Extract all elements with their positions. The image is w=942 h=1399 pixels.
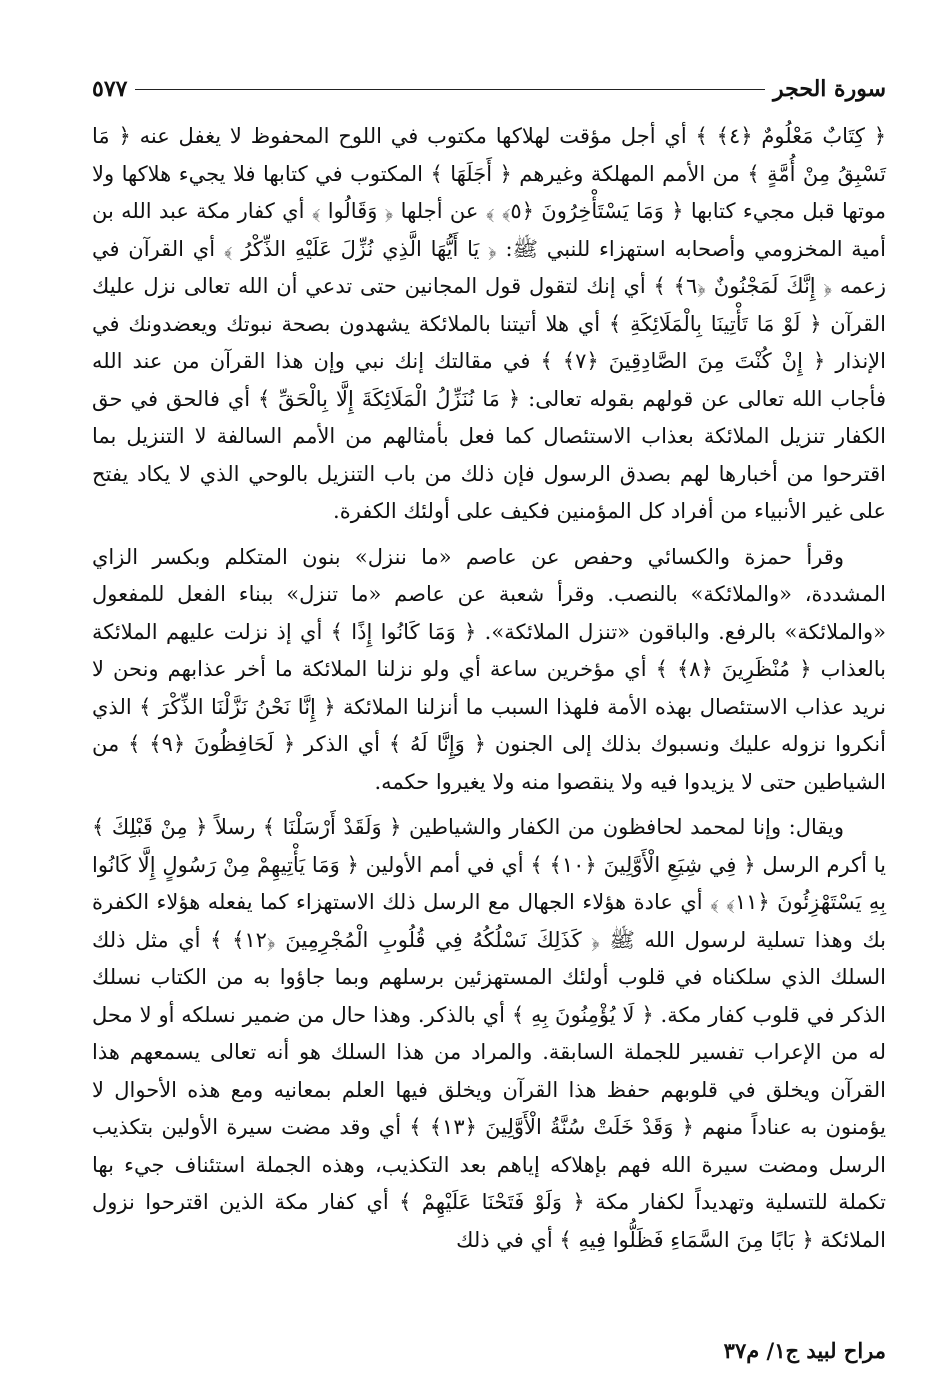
- paragraph-2: وقرأ حمزة والكسائي وحفص عن عاصم «ما ننزل» بنون المتكلم وبكسر الزاي المشددة، «والملائكة» بالنصب. وقرأ شعبة عن عاصم «ما تنزل» ببناء الفعل للمفعول «والملائكة» بالرفع. والباقون «تنزل الملائكة». ﴿ وَمَا كَانُوا إِذًا ﴾ أي إذ نزلت عليهم الملائكة بالعذاب ﴿ مُنْظَرِينَ ﴿٨﴾ ﴾ أي مؤخرين ساعة أي ولو نزلنا الملائكة ما أخر عذابهم ونحن لا نريد عذاب الاستئصال بهذه الأمة فلهذا السبب ما أنزلنا الملائكة ﴿ إِنَّا نَحْنُ نَزَّلْنَا الذِّكْرَ ﴾ الذي أنكروا نزوله عليك ونسبوك بذلك إلى الجنون ﴿ وَإِنَّا لَهُ ﴾ أي الذكر ﴿ لَحَافِظُونَ ﴿٩﴾ ﴾ من الشياطين حتى لا يزيدوا فيه ولا ينقصوا منه ولا يغيروا حكمه.: [92, 544, 887, 794]
- paragraph-3: ويقال: وإنا لمحمد لحافظون من الكفار والشياطين ﴿ وَلَقَدْ أَرْسَلْنَا ﴾ رسلاً ﴿ مِنْ قَبْلِكَ ﴾ يا أكرم الرسل ﴿ فِي شِيَعِ الْأَوَّلِينَ ﴿١٠﴾ ﴾ أي في أمم الأولين ﴿ وَمَا يَأْتِيهِمْ مِنْ رَسُولٍ إِلَّا كَانُوا بِهِ يَسْتَهْزِئُونَ ﴿١١﴾ ﴾ أي عادة هؤلاء الجهال مع الرسل ذلك الاستهزاء كما يفعله هؤلاء الكفرة بك وهذا تسلية لرسول الله ﷺ ﴿ كَذَلِكَ نَسْلُكُهُ فِي قُلُوبِ الْمُجْرِمِينَ ﴿١٢﴾ ﴾ أي مثل ذلك السلك الذي سلكناه في قلوب أولئك المستهزئين برسلهم وبما جاؤوا به من الكتاب نسلك الذكر في قلوب كفار مكة. ﴿ لَا يُؤْمِنُونَ بِهِ ﴾ أي بالذكر. وهذا حال من ضمير نسلكه أو لا محل له من الإعراب تفسير للجملة السابقة. والمراد من هذا السلك هو أنه تعالى يسمعهم هذا القرآن ويخلق في قلوبهم حفظ هذا القرآن ويخلق فيها العلم بمعانيه ومع هذه الأحوال لا يؤمنون به عناداً منهم ﴿ وَقَدْ خَلَتْ سُنَّةُ الْأَوَّلِينَ ﴿١٣﴾ ﴾ أي وقد مضت سيرة الأولين بتكذيب الرسل ومضت سيرة الله فهم بإهلاكه إياهم بعد التكذيب، وهذه الجملة استئناف جيء بها تكملة للتسلية وتهديداً لكفار مكة ﴿ وَلَوْ فَتَحْنَا عَلَيْهِمْ ﴾ أي كفار مكة الذين اقترحوا نزول الملائكة ﴿ بَابًا مِنَ السَّمَاءِ فَظَلُّوا فِيهِ ﴾ أي في ذلك: [92, 815, 887, 1252]
- page-footer-signature: مراح لبيد ج١/ م٣٧: [723, 1338, 886, 1363]
- page-body: [92, 118, 886, 1259]
- page-number: ٥٧٧: [92, 76, 128, 102]
- header-rule: [135, 89, 765, 90]
- paragraph-1: ﴿ كِتَابٌ مَعْلُومٌ ﴿٤﴾ ﴾ أي أجل مؤقت لهلاكها مكتوب في اللوح المحفوظ لا يغفل عنه ﴿ مَا تَسْبِقُ مِنْ أُمَّةٍ ﴾ من الأمم المهلكة وغيرهم ﴿ أَجَلَهَا ﴾ المكتوب في كتابها فلا يجيء هلاكها ولا موتها قبل مجيء كتابها ﴿ وَمَا يَسْتَأْخِرُونَ ﴿٥﴾ ﴾ عن أجلها ﴿ وَقَالُوا ﴾ أي كفار مكة عبد الله بن أمية المخزومي وأصحابه استهزاء للنبي ﷺ: ﴿ يَا أَيُّهَا الَّذِي نُزِّلَ عَلَيْهِ الذِّكْرُ ﴾ أي القرآن في زعمه ﴿ إِنَّكَ لَمَجْنُونٌ ﴿٦﴾ ﴾ أي إنك لتقول قول المجانين حتى تدعي أن الله تعالى نزل عليك القرآن ﴿ لَوْ مَا تَأْتِينَا بِالْمَلَائِكَةِ ﴾ أي هلا أتيتنا بالملائكة يشهدون بصحة نبوتك ويعضدونك في الإنذار ﴿ إِنْ كُنْتَ مِنَ الصَّادِقِينَ ﴿٧﴾ ﴾ في مقالتك إنك نبي وإن هذا القرآن من عند الله فأجاب الله تعالى عن قولهم بقوله تعالى: ﴿ مَا نُنَزِّلُ الْمَلَائِكَةَ إِلَّا بِالْحَقِّ ﴾ أي فالحق في حق الكفار تنزيل الملائكة بعذاب الاستئصال كما فعل بأمثالهم من الأمم السالفة لا التنزيل بما اقترحوا من أخبارها لهم بصدق الرسول فإن ذلك من باب التنزيل بالوحي الذي لا يكاد يفتح على غير الأنبياء من أفراد كل المؤمنين فكيف على أولئك الكفرة.: [92, 124, 886, 523]
- page-header: [92, 72, 886, 106]
- surah-title: سورة الحجر: [773, 76, 886, 102]
